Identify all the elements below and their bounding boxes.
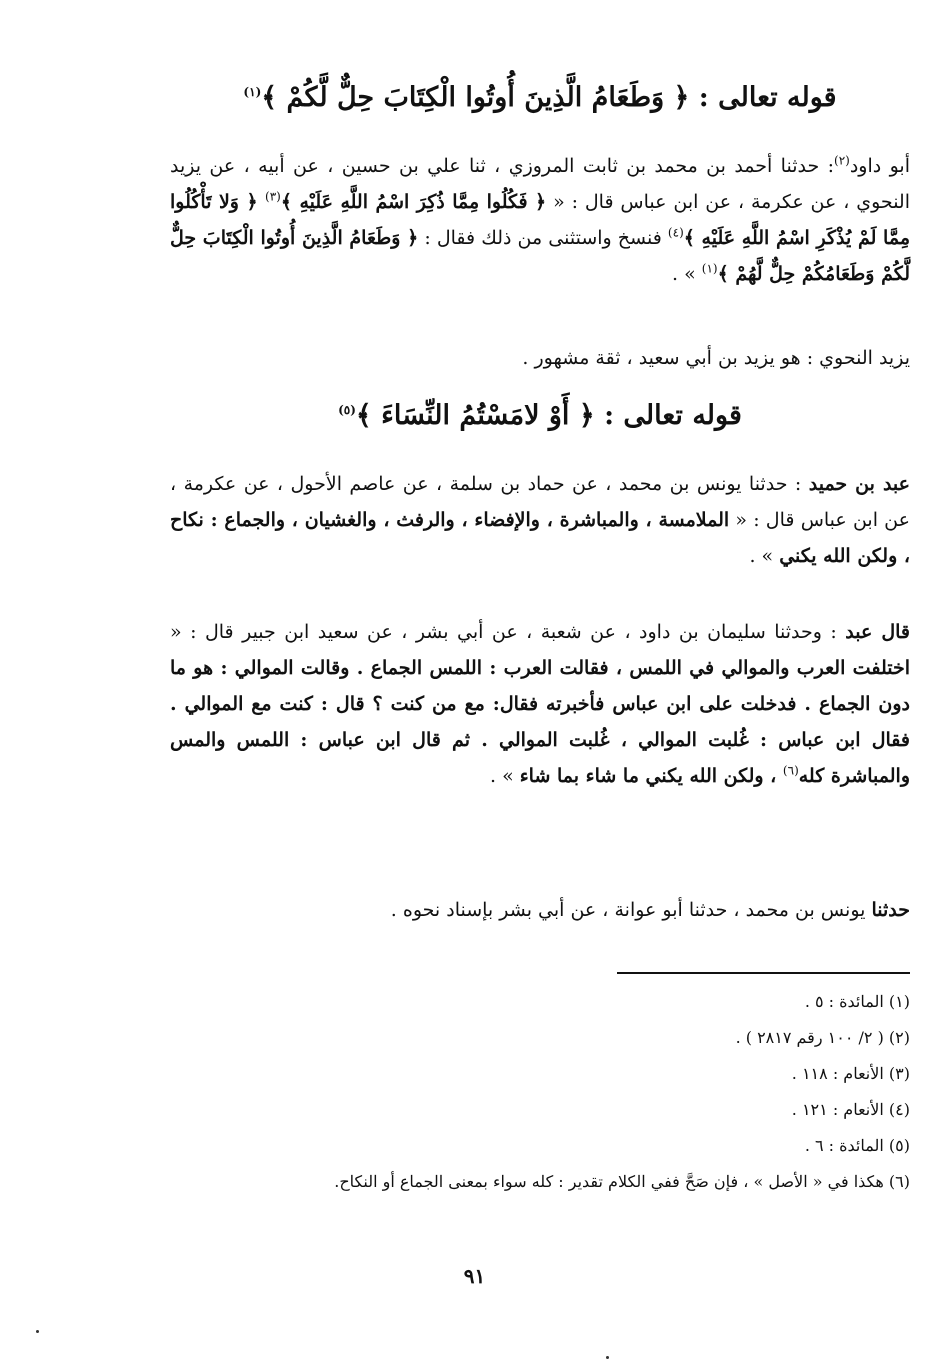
abrogation-text: فنسخ واستثنى من ذلك فقال : (418, 227, 668, 250)
footnote-divider (617, 972, 910, 974)
heading-verse-2 (170, 400, 910, 431)
footnote-1: (١) المائدة : ٥ . (804, 992, 910, 1011)
heading-2-lead: قوله تعالى : (604, 400, 742, 431)
verse-quote-1: ﴿ فَكُلُوا مِمَّا ذُكِرَ اسْمُ اللَّهِ عَلَيْهِ ﴾ (280, 191, 547, 214)
isnad-text: : حدثنا أحمد بن محمد بن ثابت المروزي ، ثنا علي بن حسين ، عن أبيه ، عن يزيد النحوي ، عن عكرمة ، عن ابن عباس قال : « (170, 155, 911, 214)
paragraph-yazid (170, 340, 910, 376)
footnote-2: (٢) ( ٢/ ١٠٠ رقم ٢٨١٧ ) . (735, 1028, 910, 1047)
paragraph-abd-bin-humaid (170, 466, 910, 574)
isnad-said: : وحدثنا سليمان بن داود ، عن شعبة ، عن أبي بشر ، عن سعيد ابن جبير قال : « (170, 621, 846, 643)
footnote-ref-4: (٤) (667, 225, 684, 240)
heading-verse-1 (170, 82, 910, 113)
scan-speck (36, 1330, 39, 1333)
footnote-ref-3: (٣) (265, 189, 281, 204)
quote-arab-mawali: اختلفت العرب والموالي في اللمس ، فقالت العرب : اللمس الجماع . وقالت الموالي : هو ما دون الجماع . فدخلت على ابن عباس فأخبرته فقال: مع من كنت ؟ قال : كنت مع الموالي . فقال ابن عباس : غُلبت الموالي ، غُلبت الموالي . ثم قال ابن عباس : اللمس والمس والمباشرة كله (170, 657, 910, 788)
haddathana-lead: حدثنا (871, 899, 910, 921)
footnote-4: (٤) الأنعام : ١٢١ . (791, 1100, 910, 1119)
heading-2-ref: (٥) (338, 403, 356, 417)
isnad-abd: : حدثنا يونس بن محمد ، عن حماد بن سلمة ، عن عاصم الأحول ، عن عكرمة ، عن ابن عباس قال : « (170, 473, 910, 532)
footnote-ref-6: (٦) (782, 764, 799, 779)
footnote-3: (٣) الأنعام : ١١٨ . (791, 1064, 910, 1083)
page-number: ٩١ (463, 1264, 486, 1288)
footnote-ref-1: (١) (701, 261, 718, 276)
verse-quote-2: ﴿ وَلا تَأْكُلُوا مِمَّا لَمْ يُذْكَرِ اسْمُ اللَّهِ عَلَيْهِ ﴾ (170, 191, 910, 250)
scan-speck (606, 1356, 609, 1359)
footnote-6: (٦) هكذا في « الأصل » ، فإن صَحَّ ففي الكلام تقدير : كله سواء بمعنى الجماع أو النكاح. (334, 1172, 910, 1191)
paragraph-younus (170, 892, 910, 928)
closing-text: » . (672, 263, 702, 286)
yazid-note: يزيد النحوي : هو يزيد بن أبي سعيد ، ثقة مشهور . (522, 347, 910, 369)
heading-2-verse: ﴿ أَوْ لامَسْتُمُ النِّسَاءَ ﴾ (355, 400, 595, 431)
heading-1-ref: (١) (243, 85, 262, 99)
narrator-qala-abd: قال عبد (845, 621, 911, 643)
quote-mulamasa: الملامسة ، والمباشرة ، والإفضاء ، والرفث ، والغشيان ، والجماع : نكاح ، ولكن الله يكني (170, 509, 910, 568)
younus-text: يونس بن محمد ، حدثنا أبو عوانة ، عن أبي بشر بإسناد نحوه . (390, 899, 872, 921)
verse-quote-3: ﴿ وَطَعَامُ الَّذِينَ أُوتُوا الْكِتَابَ حِلٌّ لَّكُمْ وَطَعَامُكُمْ حِلٌّ لَّهُمْ ﴾ (170, 227, 910, 286)
footnote-ref-2: (٢) (834, 153, 850, 168)
narrator-abd: عبد بن حميد (808, 473, 910, 495)
quote-continuation: ، ولكن الله يكني ما شاء بما شاء (519, 765, 783, 788)
paragraph-qala-abd (170, 614, 910, 794)
heading-1-lead: قوله تعالى : (698, 82, 837, 113)
quote-end: » . (749, 545, 780, 568)
narrator-name: أبو داود (849, 155, 910, 177)
quote-end-2: » . (489, 765, 520, 788)
footnote-5: (٥) المائدة : ٦ . (804, 1136, 910, 1155)
paragraph-abu-dawud (170, 148, 910, 292)
heading-1-verse: ﴿ وَطَعَامُ الَّذِينَ أُوتُوا الْكِتَابَ حِلٌّ لَّكُمْ ﴾ (261, 82, 690, 113)
